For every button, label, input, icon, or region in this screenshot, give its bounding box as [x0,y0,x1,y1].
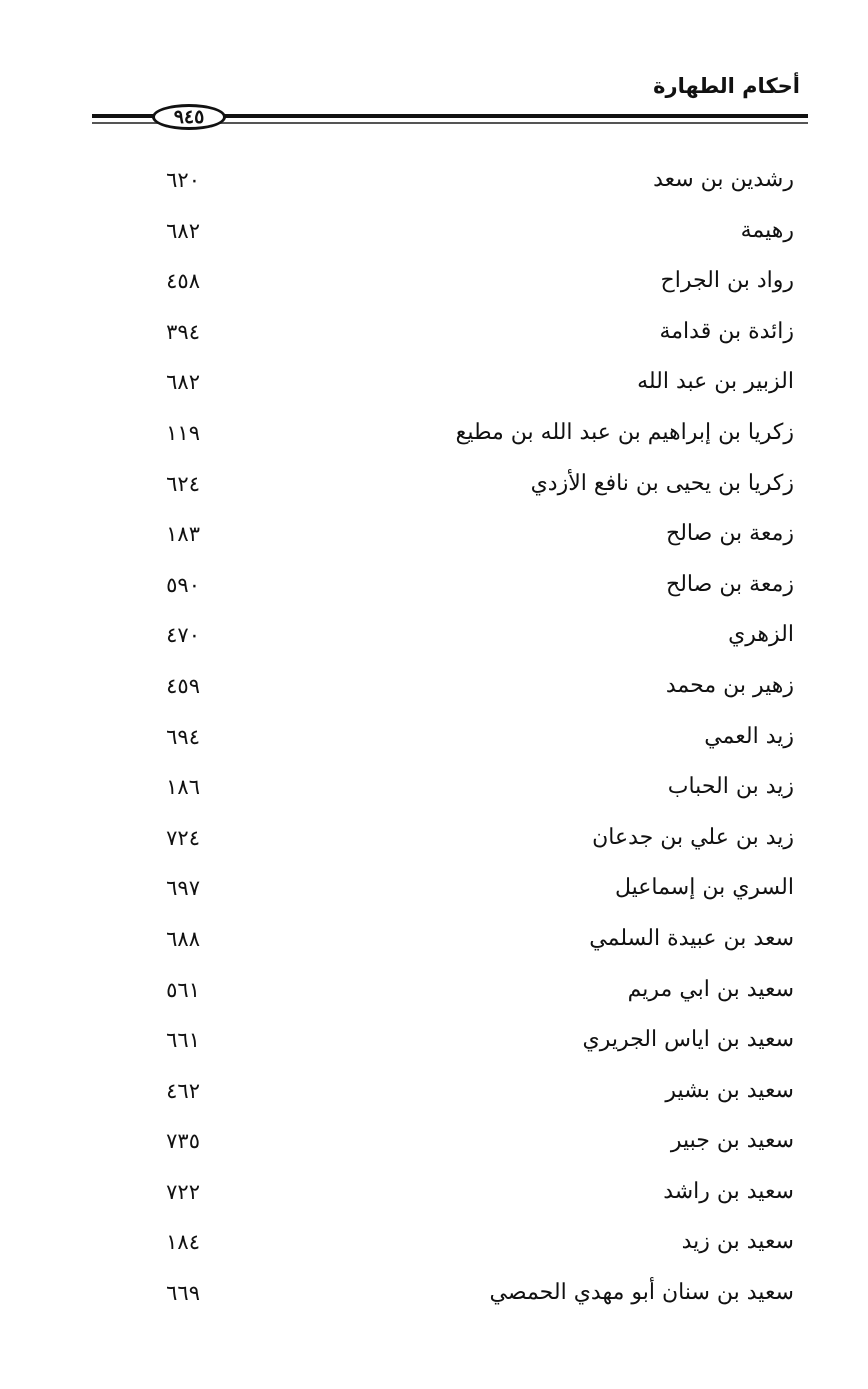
entry-page-number: ٦٨٨ [166,926,200,951]
entry-page-number: ٥٦١ [166,977,200,1002]
index-entry [0,560,868,611]
entry-page-number: ٦٦٩ [166,1281,200,1306]
index-entry [0,357,868,408]
index-entry [0,256,868,307]
entry-name: رواد بن الجراح [660,268,794,294]
page-number-badge: ٩٤٥ [152,104,226,130]
index-entry [0,661,868,712]
index-entry [0,1268,868,1319]
entry-page-number: ١٨٦ [166,775,200,800]
entry-page-number: ٤٥٨ [166,269,200,294]
entry-name: سعيد بن زيد [681,1229,794,1255]
entry-page-number: ٥٩٠ [166,572,200,597]
index-entry [0,408,868,459]
entry-name: سعيد بن راشد [663,1178,794,1204]
entry-name: زكريا بن يحيى بن نافع الأزدي [530,470,794,496]
index-entry [0,459,868,510]
entry-page-number: ٦٢٠ [166,168,200,192]
index-entry [0,206,868,257]
entry-name: سعيد بن ابي مريم [627,976,794,1002]
entry-page-number: ١١٩ [166,420,200,445]
entry-name: زيد بن الحباب [667,774,794,800]
page-header [0,0,868,140]
entry-name: سعيد بن اياس الجريري [582,1027,794,1053]
entry-name: زهير بن محمد [665,672,794,698]
entry-page-number: ٤٥٩ [166,673,200,698]
entry-name: سعيد بن بشير [665,1077,794,1103]
entry-page-number: ٦٦١ [166,1028,200,1053]
entry-page-number: ٦٢٤ [166,471,200,496]
entry-name: زيد بن علي بن جدعان [592,824,794,850]
entry-name: السري بن إسماعيل [614,875,794,901]
entry-name: الزبير بن عبد الله [637,369,794,395]
entry-page-number: ٣٩٤ [166,319,200,344]
entry-name: سعيد بن سنان أبو مهدي الحمصي [489,1280,794,1306]
entry-page-number: ١٨٤ [166,1230,200,1255]
entry-name: زائدة بن قدامة [659,318,794,344]
index-entry [0,813,868,864]
entry-name: الزهري [728,622,794,648]
entry-page-number: ١٨٣ [166,522,200,547]
index-entry [0,1116,868,1167]
entry-page-number: ٧٣٥ [166,1129,200,1154]
entry-page-number: ٦٨٢ [166,370,200,395]
index-entry [0,863,868,914]
index-entry [0,965,868,1016]
index-entry [0,509,868,560]
index-entry [0,307,868,358]
entry-name: رشدين بن سعد [653,167,794,192]
entry-name: رهيمة [740,217,794,243]
index-entry [0,762,868,813]
index-entry [0,1066,868,1117]
index-entry [0,914,868,965]
index-entry [0,155,868,206]
entry-page-number: ٧٢٤ [166,825,200,850]
entry-page-number: ٧٢٢ [166,1179,200,1204]
entry-name: زيد العمي [704,723,794,749]
entry-name: سعد بن عبيدة السلمي [589,925,794,951]
entry-page-number: ٦٩٤ [166,724,200,749]
index-entry [0,1217,868,1268]
book-title: أحكام الطهارة [653,74,800,98]
index-entry [0,1015,868,1066]
entry-name: زمعة بن صالح [666,521,794,547]
entry-name: سعيد بن جبير [670,1128,794,1154]
entry-name: زمعة بن صالح [666,571,794,597]
entry-name: زكريا بن إبراهيم بن عبد الله بن مطيع [455,419,794,445]
entry-page-number: ٤٧٠ [166,623,200,648]
index-list [0,155,868,1319]
index-entry [0,1167,868,1218]
entry-page-number: ٤٦٢ [166,1078,200,1103]
entry-page-number: ٦٨٢ [166,218,200,243]
index-entry [0,610,868,661]
index-entry [0,712,868,763]
entry-page-number: ٦٩٧ [166,876,200,901]
